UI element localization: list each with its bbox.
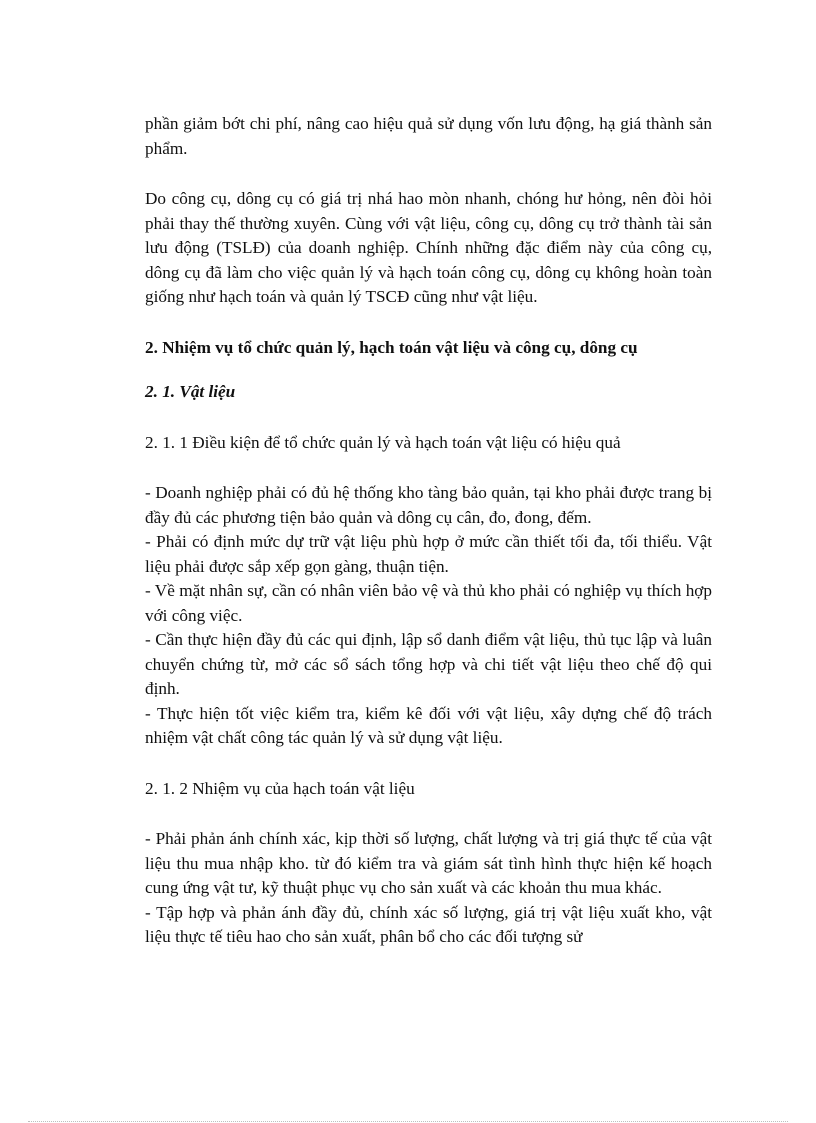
paragraph-tools-characteristics	[145, 187, 712, 310]
list-item: - Phải có định mức dự trữ vật liệu phù hợp ở mức cần thiết tối đa, tối thiểu. Vật liệu phải được sắp xếp gọn gàng, thuận tiện.	[145, 532, 712, 576]
section-heading-2-1: 2. 1. Vật liệu	[145, 382, 236, 401]
list-item: - Cần thực hiện đầy đủ các qui định, lập sổ danh điểm vật liệu, thủ tục lập và luân chuyển chứng từ, mở các sổ sách tổng hợp và chi tiết vật liệu theo chế độ qui định.	[145, 630, 712, 698]
list-conditions	[145, 481, 712, 751]
paragraph-cost-reduction-text: phần giảm bớt chi phí, nâng cao hiệu quả sử dụng vốn lưu động, hạ giá thành sản phẩm.	[145, 114, 712, 158]
list-item: - Tập hợp và phản ánh đầy đủ, chính xác số lượng, giá trị vật liệu xuất kho, vật liệu thực tế tiêu hao cho sản xuất, phân bổ cho các đối tượng sử	[145, 902, 712, 946]
paragraph-tools-characteristics-text: Do công cụ, dông cụ có giá trị nhá hao mòn nhanh, chóng hư hỏng, nên đòi hỏi phải thay thế thường xuyên. Cùng với vật liệu, công cụ, dông cụ trở thành tài sản lưu động (TSLĐ) của doanh nghiệp. Chính những đặc điểm này của công cụ, dông cụ đã làm cho việc quản lý và hạch toán công cụ, dông cụ không hoàn toàn giống như hạch toán và quản lý TSCĐ cũng như vật liệu.	[145, 189, 712, 306]
list-item: - Về mặt nhân sự, cần có nhân viên bảo vệ và thủ kho phải có nghiệp vụ thích hợp với công việc.	[145, 581, 712, 625]
page-bottom-border	[28, 1121, 788, 1122]
section-heading-2: 2. Nhiệm vụ tổ chức quản lý, hạch toán vật liệu và công cụ, dông cụ	[145, 337, 638, 357]
list-tasks	[145, 827, 712, 950]
section-heading-2-1-1: 2. 1. 1 Điều kiện để tổ chức quản lý và hạch toán vật liệu có hiệu quả	[145, 432, 621, 452]
list-item: - Thực hiện tốt việc kiểm tra, kiểm kê đối với vật liệu, xây dựng chế độ trách nhiệm vật chất công tác quản lý và sử dụng vật liệu.	[145, 703, 712, 747]
section-heading-2-1-2: 2. 1. 2 Nhiệm vụ của hạch toán vật liệu	[145, 778, 415, 798]
paragraph-cost-reduction	[145, 112, 712, 161]
list-item: - Phải phản ánh chính xác, kịp thời số lượng, chất lượng và trị giá thực tế của vật liệu thu mua nhập kho. từ đó kiểm tra và giám sát tình hình thực hiện kế hoạch cung ứng vật tư, kỹ thuật phục vụ cho sản xuất và các khoản thu mua khác.	[145, 829, 712, 897]
list-item: - Doanh nghiệp phải có đủ hệ thống kho tàng bảo quản, tại kho phải được trang bị đầy đủ các phương tiện bảo quản và dông cụ cân, đo, đong, đếm.	[145, 483, 712, 527]
document-page	[145, 112, 712, 950]
